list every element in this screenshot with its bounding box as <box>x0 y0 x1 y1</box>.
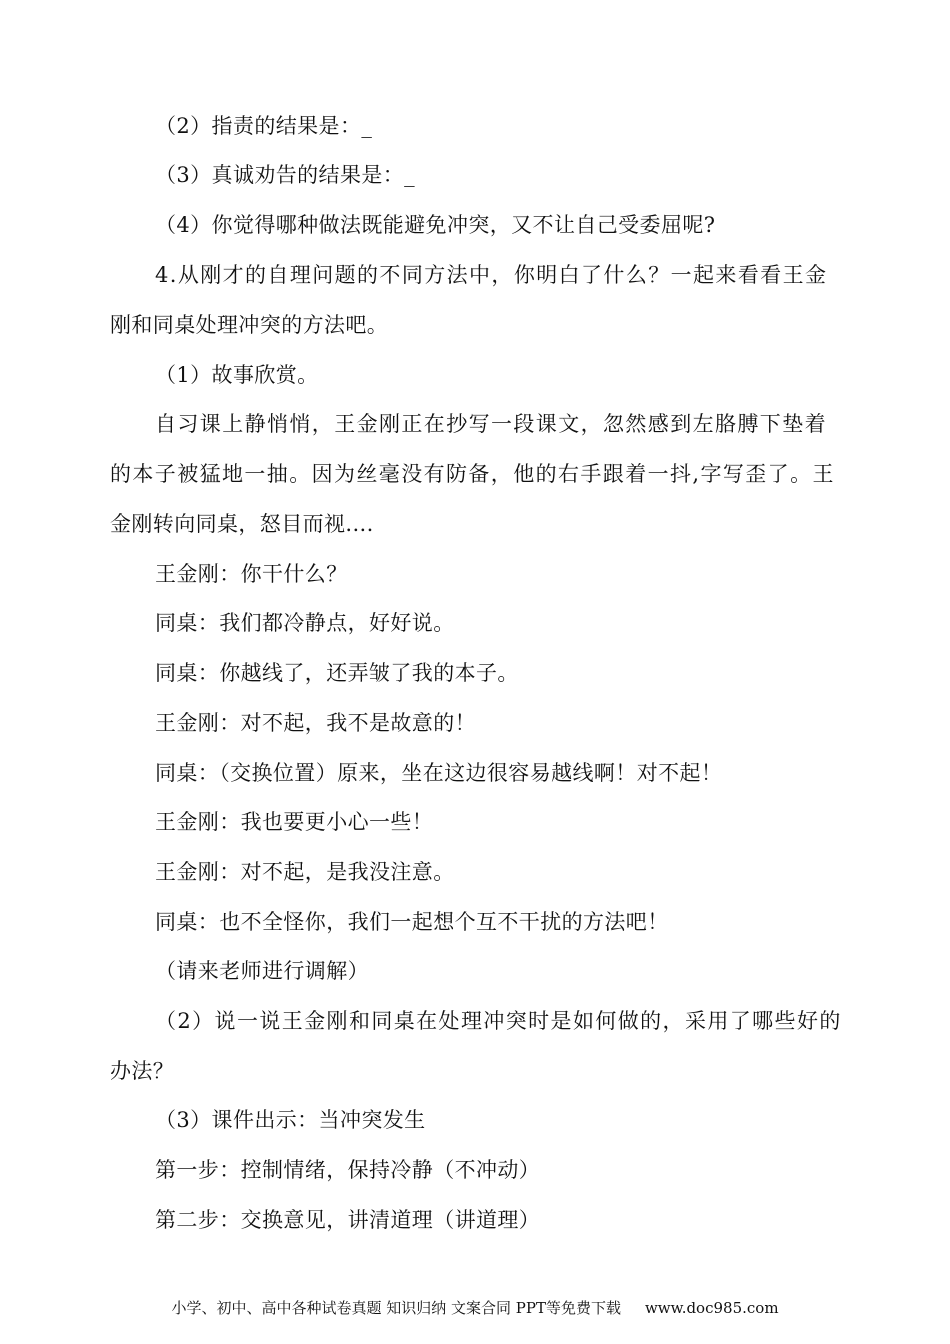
dialogue-line: 同桌：也不全怪你，我们一起想个互不干扰的方法吧！ <box>155 910 669 934</box>
paragraph-line: （3）课件出示：当冲突发生 <box>155 1108 426 1132</box>
paragraph-line: 金刚转向同桌，怒目而视.... <box>110 512 374 536</box>
paragraph-line: 的本子被猛地一抽。因为丝毫没有防备，他的右手跟着一抖,字写歪了。王 <box>110 462 835 486</box>
dialogue-line: 同桌：（交换位置）原来，坐在这边很容易越线啊！对不起！ <box>155 761 723 785</box>
paragraph-line: （1）故事欣赏。 <box>155 363 319 387</box>
paragraph-line: 办法？ <box>110 1059 175 1083</box>
paragraph-line: 刚和同桌处理冲突的方法吧。 <box>110 313 389 337</box>
paragraph-line: （2）指责的结果是：_ <box>155 114 373 138</box>
paragraph-line: 自习课上静悄悄，王金刚正在抄写一段课文，忽然感到左胳膊下垫着 <box>155 412 827 436</box>
dialogue-line: 王金刚：对不起，是我没注意。 <box>155 860 455 884</box>
paragraph-line: （2）说一说王金刚和同桌在处理冲突时是如何做的，采用了哪些好的 <box>155 1009 842 1033</box>
dialogue-line: 王金刚：你干什么？ <box>155 562 348 586</box>
paragraph-line: 4.从刚才的自理问题的不同方法中，你明白了什么？一起来看看王金 <box>155 263 828 287</box>
footer-url: www.doc985.com <box>644 1299 779 1317</box>
paragraph-line: （3）真诚劝告的结果是：_ <box>155 163 416 187</box>
dialogue-line: 同桌：你越线了，还弄皱了我的本子。 <box>155 661 519 685</box>
page-footer <box>0 1298 950 1318</box>
dialogue-line: 王金刚：对不起，我不是故意的！ <box>155 711 476 735</box>
paragraph-line: （请来老师进行调解） <box>155 959 369 983</box>
footer-text: 小学、初中、高中各种试卷真题 知识归纳 文案合同 PPT等免费下载 <box>171 1299 621 1317</box>
paragraph-line: （4）你觉得哪种做法既能避免冲突，又不让自己受委屈呢? <box>155 213 716 237</box>
step-line: 第二步：交换意见，讲清道理（讲道理） <box>155 1208 541 1232</box>
dialogue-line: 同桌：我们都冷静点，好好说。 <box>155 611 455 635</box>
dialogue-line: 王金刚：我也要更小心一些！ <box>155 810 434 834</box>
step-line: 第一步：控制情绪，保持冷静（不冲动） <box>155 1158 541 1182</box>
